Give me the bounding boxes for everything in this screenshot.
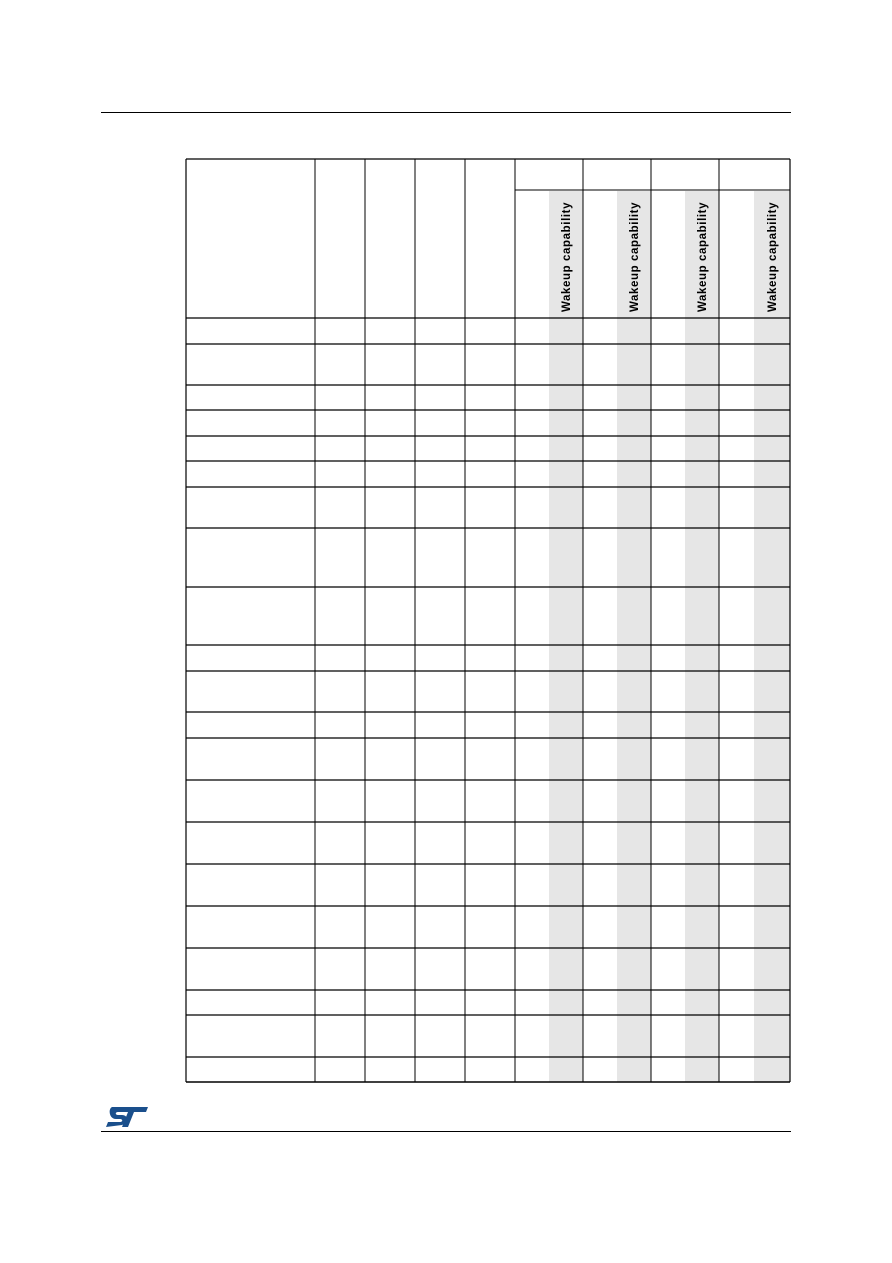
wakeup-capability-label: Wakeup capability <box>561 201 573 312</box>
footer-rule <box>101 1131 791 1132</box>
wakeup-capability-label: Wakeup capability <box>697 201 709 312</box>
wakeup-capability-label: Wakeup capability <box>767 201 779 312</box>
st-logo-icon <box>104 1105 150 1129</box>
wakeup-capability-label: Wakeup capability <box>629 201 641 312</box>
